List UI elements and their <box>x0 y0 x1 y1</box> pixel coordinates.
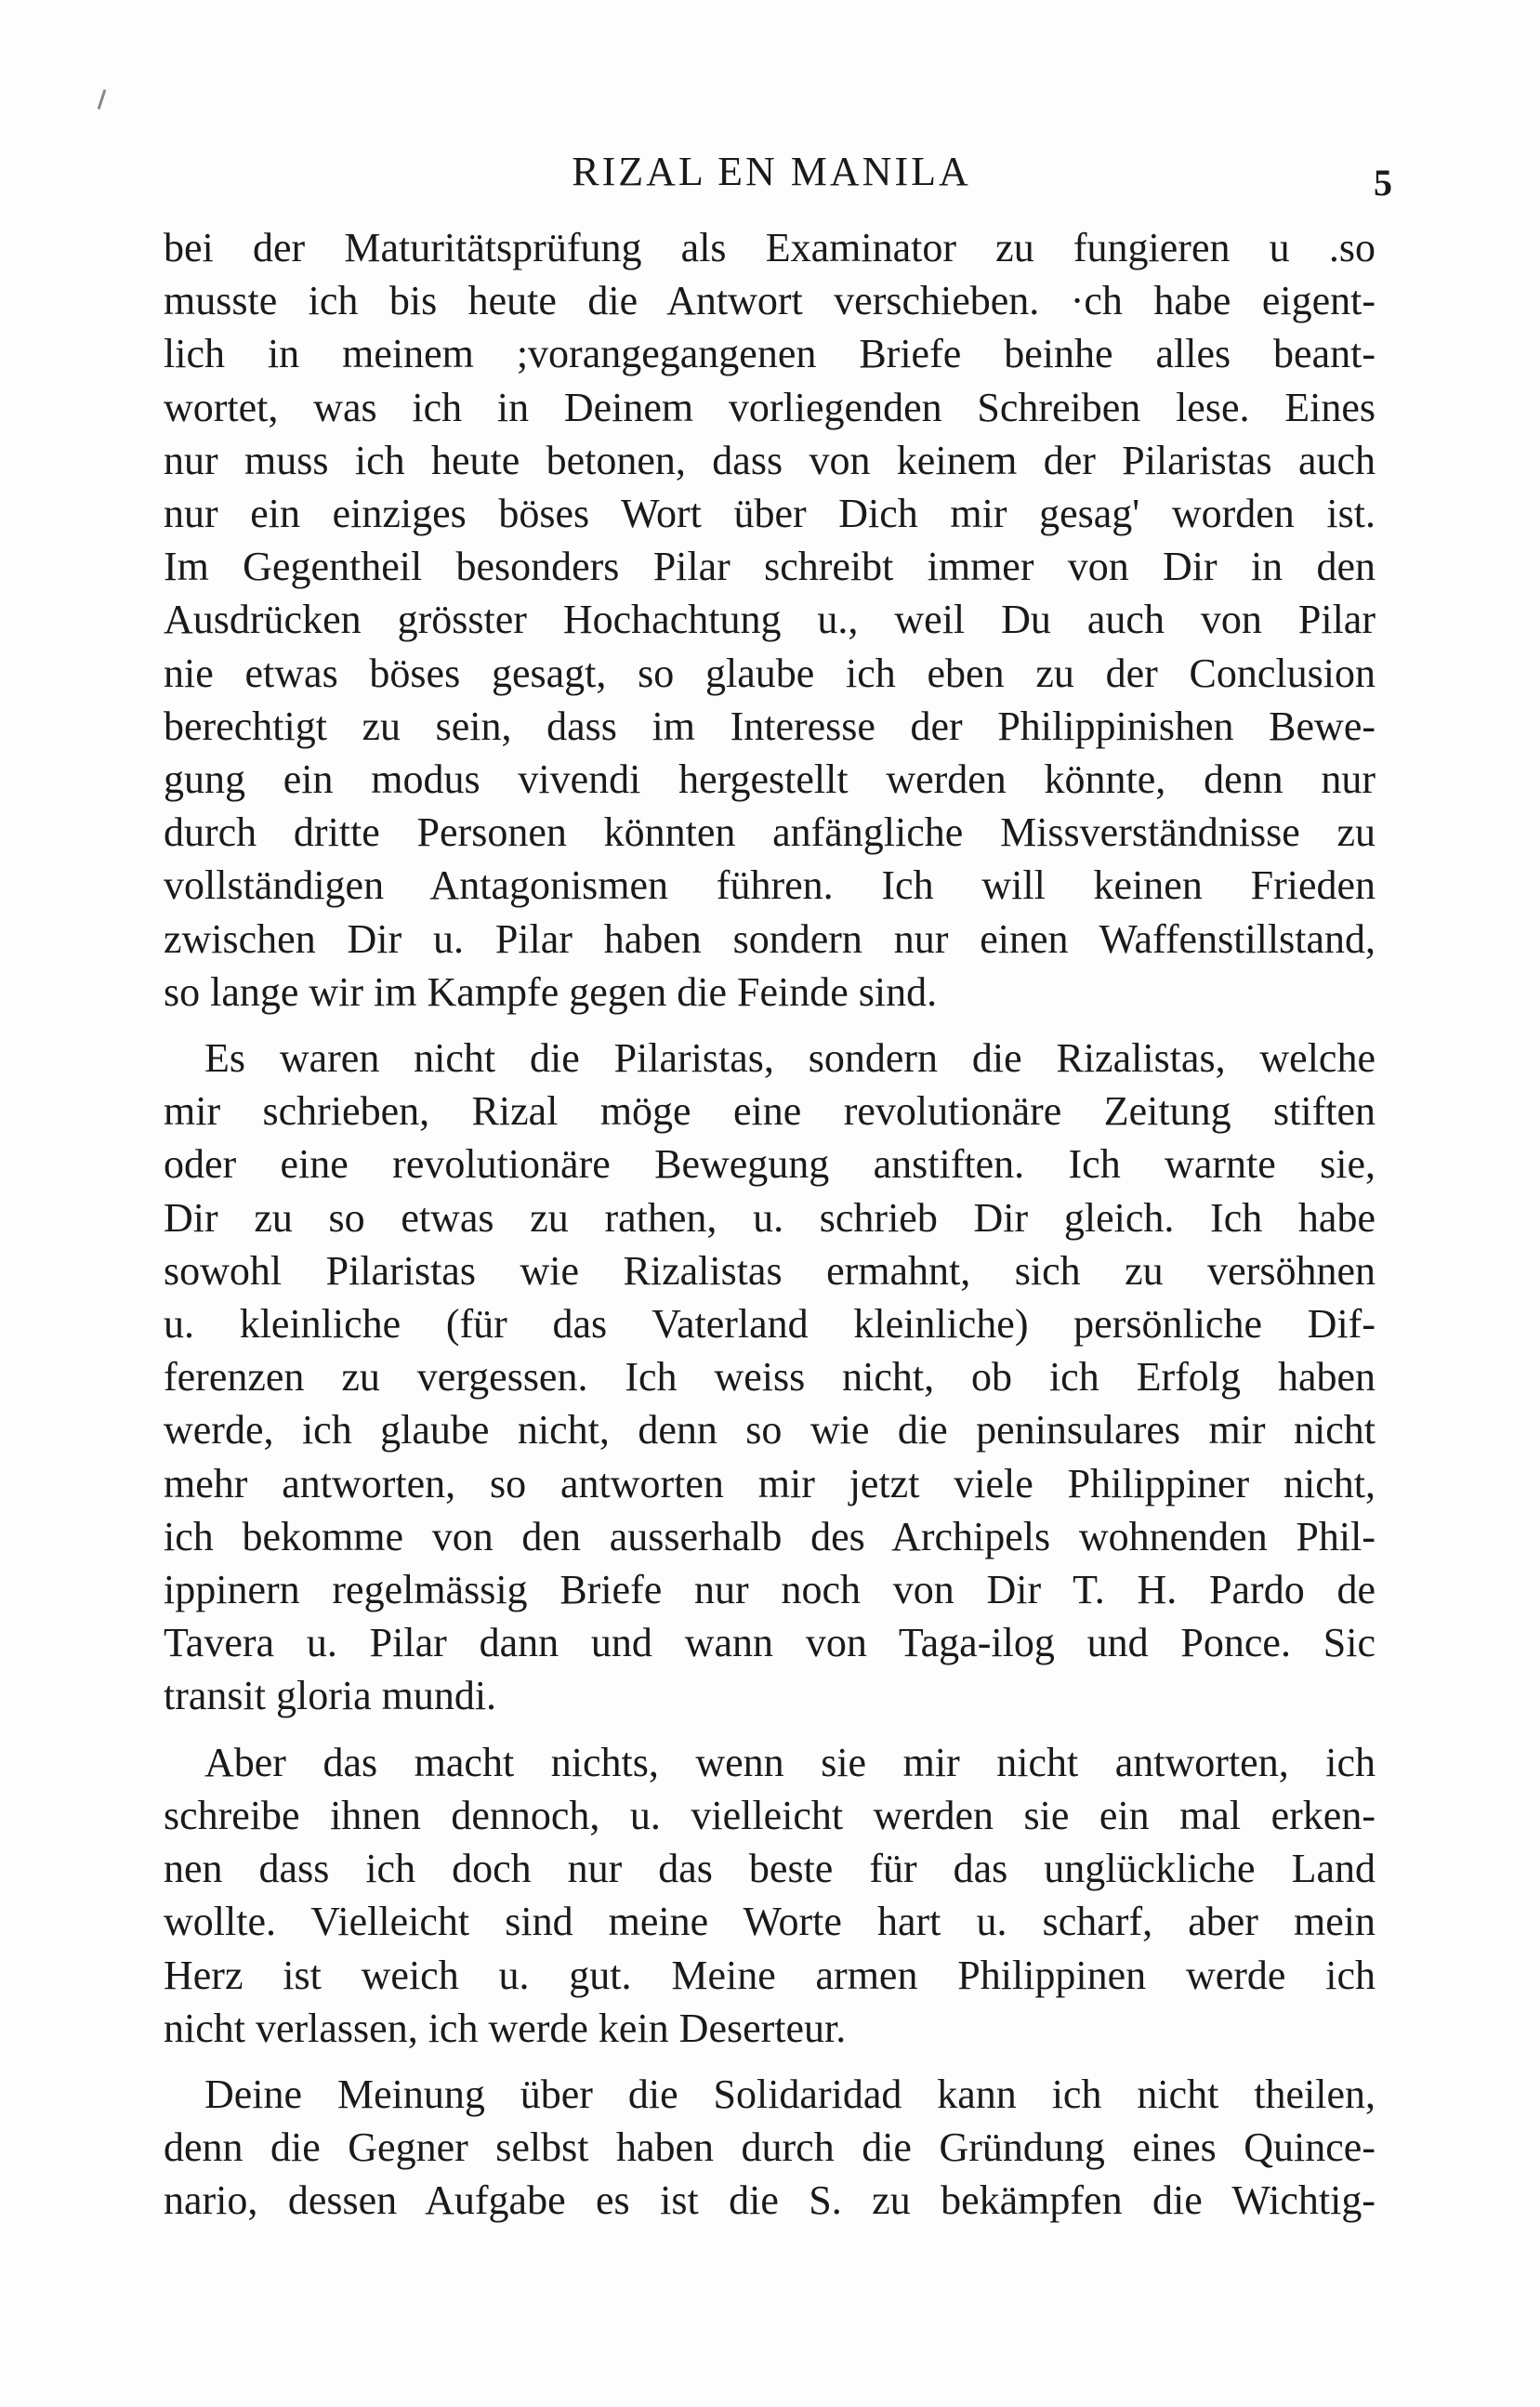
text-line: transit gloria mundi. <box>164 1673 497 1719</box>
text-line: denn die Gegner selbst haben durch die Gründung eines Quince- <box>164 2124 1375 2171</box>
text-line: schreibe ihnen dennoch, u. vielleicht werden sie ein mal erken- <box>164 1792 1375 1838</box>
text-line: so lange wir im Kampfe gegen die Feinde sind. <box>164 968 938 1015</box>
paragraph-spacer <box>164 1723 1375 1736</box>
text-line: Tavera u. Pilar dann und wann von Taga-ilog und Ponce. Sic <box>164 1620 1375 1666</box>
stray-pen-mark <box>98 89 107 110</box>
text-line: u. kleinliche (für das Vaterland kleinliche) persönliche Dif- <box>164 1301 1375 1348</box>
text-line: musste ich bis heute die Antwort verschieben. ·ch habe eigent- <box>164 278 1375 324</box>
paragraph-3 <box>164 1736 1375 2055</box>
text-line: Ausdrücken grösster Hochachtung u., weil Du auch von Pilar <box>164 597 1375 643</box>
page-header <box>158 139 1392 204</box>
text-line: Im Gegentheil besonders Pilar schreibt immer von Dir in den <box>164 544 1375 590</box>
text-line: bei der Maturitätsprüfung als Examinator zu fungieren u .so <box>164 225 1375 270</box>
text-line: mir schrieben, Rizal möge eine revolutionäre Zeitung stiften <box>164 1088 1375 1135</box>
text-line: nicht verlassen, ich werde kein Deserteur. <box>164 2005 847 2051</box>
paragraph-spacer <box>164 2055 1375 2068</box>
text-line: zwischen Dir u. Pilar haben sondern nur einen Waffenstillstand, <box>164 915 1375 962</box>
text-line: ich bekomme von den ausserhalb des Archipels wohnenden Phil- <box>164 1513 1375 1559</box>
text-line: Aber das macht nichts, wenn sie mir nicht antworten, ich <box>204 1739 1375 1785</box>
text-line: nur ein einziges böses Wort über Dich mir gesag' worden ist. <box>164 491 1375 537</box>
text-line: nario, dessen Aufgabe es ist die S. zu bekämpfen die Wichtig- <box>164 2177 1375 2224</box>
body-text <box>164 221 1375 2228</box>
paragraph-spacer <box>164 1019 1375 1032</box>
text-line: vollständigen Antagonismen führen. Ich will keinen Frieden <box>164 862 1375 909</box>
paragraph-4 <box>164 2068 1375 2228</box>
text-line: wortet, was ich in Deinem vorliegenden Schreiben lese. Eines <box>164 384 1375 430</box>
text-line: nur muss ich heute betonen, dass von keinem der Pilaristas auch <box>164 437 1375 483</box>
text-line: ippinern regelmässig Briefe nur noch von Dir T. H. Pardo de <box>164 1567 1375 1613</box>
paragraph-2 <box>164 1032 1375 1723</box>
text-line: ferenzen zu vergessen. Ich weiss nicht, ob ich Erfolg haben <box>164 1354 1375 1401</box>
text-line: nen dass ich doch nur das beste für das unglückliche Land <box>164 1846 1375 1892</box>
text-line: Es waren nicht die Pilaristas, sondern die Rizalistas, welche <box>204 1035 1375 1082</box>
text-line: werde, ich glaube nicht, denn so wie die peninsulares mir nicht <box>164 1407 1375 1453</box>
text-line: sowohl Pilaristas wie Rizalistas ermahnt, sich zu versöhnen <box>164 1247 1375 1294</box>
text-line: oder eine revolutionäre Bewegung anstiften. Ich warnte sie, <box>164 1141 1375 1188</box>
text-line: lich in meinem ;vorangegangenen Briefe beinhe alles beant- <box>164 331 1375 377</box>
text-line: Deine Meinung über die Solidaridad kann ich nicht theilen, <box>204 2071 1375 2117</box>
text-line: berechtigt zu sein, dass im Interesse der Philippinishen Bewe- <box>164 703 1375 749</box>
running-title: RIZAL EN MANILA <box>572 149 971 194</box>
text-line: wollte. Vielleicht sind meine Worte hart u. scharf, aber mein <box>164 1899 1375 1945</box>
text-line: nie etwas böses gesagt, so glaube ich eben zu der Conclusion <box>164 650 1375 696</box>
text-line: durch dritte Personen könnten anfängliche Missverständnisse zu <box>164 809 1375 856</box>
text-line: gung ein modus vivendi hergestellt werden könnte, denn nur <box>164 756 1375 803</box>
text-line: mehr antworten, so antworten mir jetzt viele Philippiner nicht, <box>164 1460 1375 1506</box>
text-line: Herz ist weich u. gut. Meine armen Philippinen werde ich <box>164 1952 1375 1998</box>
paragraph-1 <box>164 221 1375 1019</box>
text-line: Dir zu so etwas zu rathen, u. schrieb Dir gleich. Ich habe <box>164 1194 1375 1241</box>
page-number: 5 <box>1374 162 1392 204</box>
